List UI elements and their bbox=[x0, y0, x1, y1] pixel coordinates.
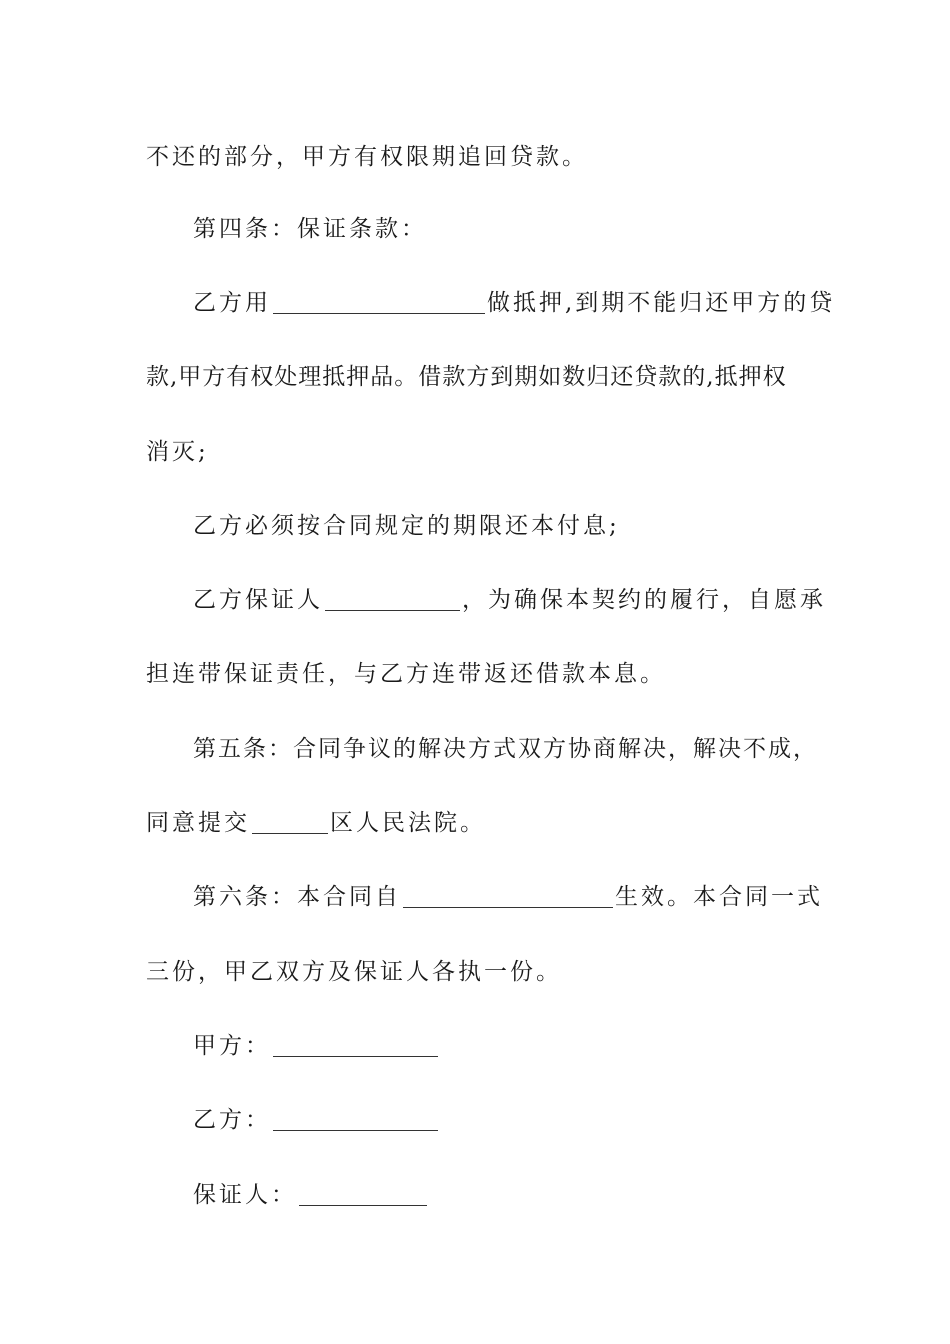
text: 同意提交 bbox=[146, 810, 250, 836]
paragraph-line bbox=[193, 585, 826, 615]
paragraph-line bbox=[193, 288, 836, 318]
guarantor-signature-blank[interactable] bbox=[299, 1183, 427, 1206]
collateral-blank[interactable] bbox=[273, 291, 485, 314]
party-a-signature-blank[interactable] bbox=[273, 1034, 438, 1057]
guarantor-name-blank[interactable] bbox=[325, 588, 460, 611]
paragraph-line bbox=[146, 957, 806, 987]
party-b-label: 乙方： bbox=[193, 1107, 271, 1133]
text: 乙方用 bbox=[193, 290, 271, 316]
paragraph-line bbox=[146, 362, 806, 392]
party-b-signature-blank[interactable] bbox=[273, 1108, 438, 1131]
text: 区人民法院。 bbox=[330, 810, 486, 836]
paragraph-line bbox=[146, 659, 806, 689]
signature-party-a bbox=[193, 1031, 806, 1061]
text: 第四条：保证条款： bbox=[193, 216, 427, 242]
text: 乙方保证人 bbox=[193, 587, 323, 613]
text: 款,甲方有权处理抵押品。借款方到期如数归还贷款的,抵押权 bbox=[146, 364, 787, 390]
article-four-heading bbox=[193, 214, 806, 244]
paragraph-line bbox=[146, 437, 806, 467]
court-district-blank[interactable] bbox=[252, 811, 328, 834]
text: 生效。本合同一式 bbox=[615, 884, 823, 910]
guarantor-label: 保证人： bbox=[193, 1182, 297, 1208]
article-six-line bbox=[193, 882, 823, 912]
text: 消灭; bbox=[146, 439, 209, 465]
party-a-label: 甲方： bbox=[193, 1033, 271, 1059]
paragraph-line bbox=[146, 808, 806, 838]
text: 乙方必须按合同规定的期限还本付息; bbox=[193, 513, 620, 539]
text: 第五条：合同争议的解决方式双方协商解决，解决不成， bbox=[193, 736, 818, 762]
text: ，为确保本契约的履行，自愿承 bbox=[462, 587, 826, 613]
text: 第六条：本合同自 bbox=[193, 884, 401, 910]
text: 不还的部分，甲方有权限期追回贷款。 bbox=[146, 144, 588, 170]
text: 担连带保证责任，与乙方连带返还借款本息。 bbox=[146, 661, 666, 687]
text: 做抵押,到期不能归还甲方的贷 bbox=[487, 290, 836, 316]
paragraph-line bbox=[146, 142, 806, 172]
effective-date-blank[interactable] bbox=[403, 885, 613, 908]
text: 三份，甲乙双方及保证人各执一份。 bbox=[146, 959, 562, 985]
article-five-line bbox=[193, 734, 818, 764]
paragraph-line bbox=[193, 511, 806, 541]
signature-guarantor bbox=[193, 1180, 806, 1210]
signature-party-b bbox=[193, 1105, 806, 1135]
